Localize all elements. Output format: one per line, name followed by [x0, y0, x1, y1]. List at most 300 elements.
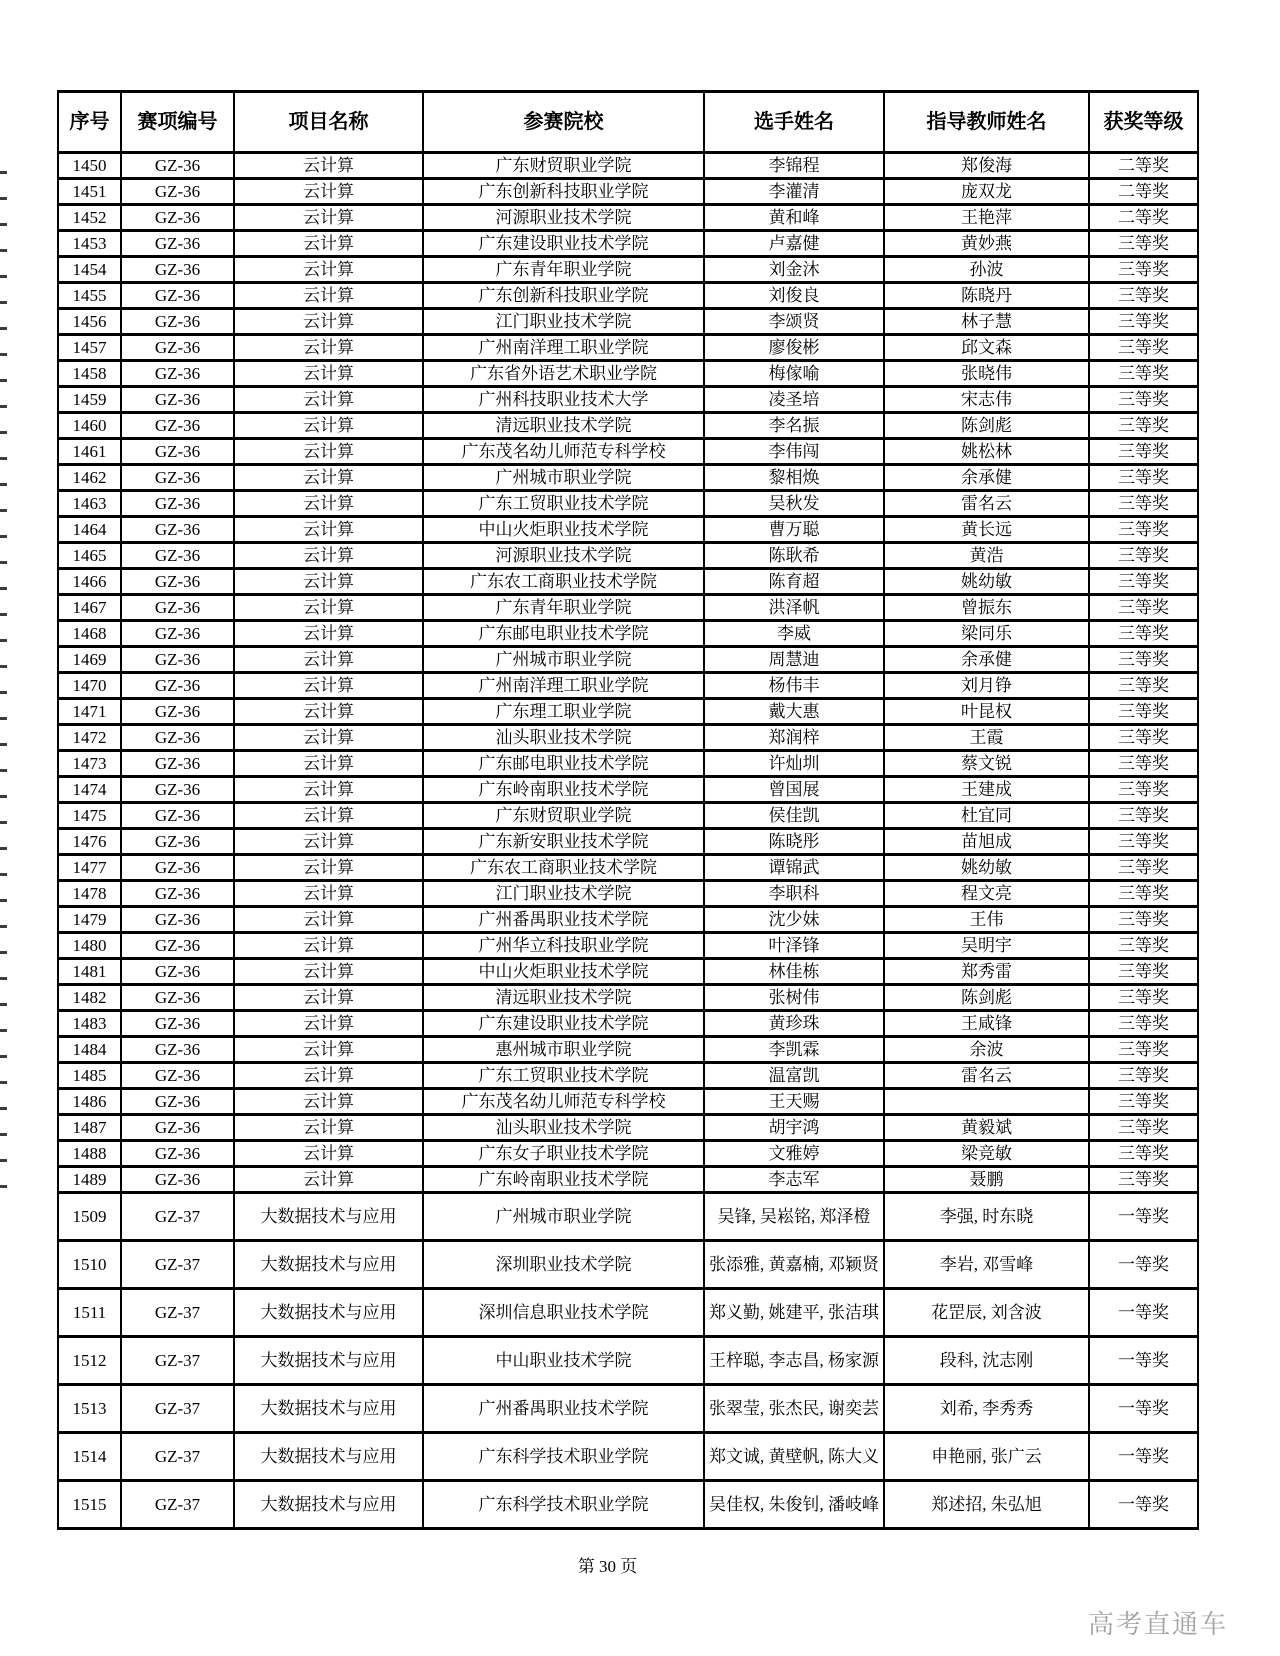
table-row [58, 1037, 1198, 1063]
cell-school: 广州番禺职业技术学院 [423, 907, 704, 933]
table-row [58, 179, 1198, 205]
cell-project-name: 云计算 [234, 309, 423, 335]
cell-serial: 1488 [58, 1141, 121, 1167]
cell-project-name: 云计算 [234, 1063, 423, 1089]
cell-project-name: 云计算 [234, 283, 423, 309]
cell-event-code: GZ-36 [121, 491, 234, 517]
cell-event-code: GZ-36 [121, 751, 234, 777]
cell-contestants: 李威 [704, 621, 884, 647]
table-row [58, 153, 1198, 179]
cell-serial: 1461 [58, 439, 121, 465]
cell-award: 三等奖 [1089, 387, 1198, 413]
cell-teachers: 郑秀雷 [884, 959, 1089, 985]
cell-teachers: 王伟 [884, 907, 1089, 933]
cell-event-code: GZ-37 [121, 1193, 234, 1241]
table-row [58, 803, 1198, 829]
cell-project-name: 云计算 [234, 725, 423, 751]
cell-school: 广东农工商职业技术学院 [423, 855, 704, 881]
cell-school: 广东理工职业学院 [423, 699, 704, 725]
cell-project-name: 云计算 [234, 907, 423, 933]
table-row [58, 907, 1198, 933]
cell-event-code: GZ-36 [121, 725, 234, 751]
cell-project-name: 云计算 [234, 673, 423, 699]
cell-school: 中山职业技术学院 [423, 1337, 704, 1385]
column-header-event-code: 赛项编号 [121, 92, 234, 153]
cell-serial: 1454 [58, 257, 121, 283]
cell-award: 三等奖 [1089, 1115, 1198, 1141]
cell-serial: 1478 [58, 881, 121, 907]
cell-teachers: 林子慧 [884, 309, 1089, 335]
cell-event-code: GZ-36 [121, 569, 234, 595]
cell-event-code: GZ-36 [121, 387, 234, 413]
cell-serial: 1467 [58, 595, 121, 621]
cell-award: 三等奖 [1089, 1037, 1198, 1063]
cell-project-name: 云计算 [234, 985, 423, 1011]
cell-award: 三等奖 [1089, 751, 1198, 777]
cell-event-code: GZ-36 [121, 777, 234, 803]
cell-award: 三等奖 [1089, 621, 1198, 647]
cell-school: 河源职业技术学院 [423, 205, 704, 231]
cell-contestants: 李职科 [704, 881, 884, 907]
cell-teachers: 王霞 [884, 725, 1089, 751]
cell-teachers: 李强, 时东晓 [884, 1193, 1089, 1241]
cell-event-code: GZ-36 [121, 1037, 234, 1063]
header-row [58, 92, 1198, 153]
cell-serial: 1510 [58, 1241, 121, 1289]
cell-event-code: GZ-36 [121, 153, 234, 179]
cell-school: 广州城市职业学院 [423, 647, 704, 673]
table-row [58, 1141, 1198, 1167]
table-row [58, 647, 1198, 673]
cell-project-name: 云计算 [234, 543, 423, 569]
cell-school: 中山火炬职业技术学院 [423, 959, 704, 985]
cell-contestants: 李伟闯 [704, 439, 884, 465]
cell-teachers: 庞双龙 [884, 179, 1089, 205]
column-header-school: 参赛院校 [423, 92, 704, 153]
cell-serial: 1457 [58, 335, 121, 361]
cell-award: 三等奖 [1089, 959, 1198, 985]
cell-project-name: 大数据技术与应用 [234, 1433, 423, 1481]
cell-contestants: 曹万聪 [704, 517, 884, 543]
cell-teachers: 陈剑彪 [884, 985, 1089, 1011]
cell-award: 三等奖 [1089, 309, 1198, 335]
cell-serial: 1452 [58, 205, 121, 231]
cell-teachers: 蔡文锐 [884, 751, 1089, 777]
cell-project-name: 云计算 [234, 387, 423, 413]
cell-teachers: 邱文森 [884, 335, 1089, 361]
cell-project-name: 云计算 [234, 1089, 423, 1115]
cell-teachers: 李岩, 邓雪峰 [884, 1241, 1089, 1289]
cell-award: 三等奖 [1089, 335, 1198, 361]
cell-award: 三等奖 [1089, 777, 1198, 803]
table-row [58, 413, 1198, 439]
cell-contestants: 陈耿希 [704, 543, 884, 569]
cell-serial: 1464 [58, 517, 121, 543]
cell-award: 三等奖 [1089, 491, 1198, 517]
table-row [58, 335, 1198, 361]
cell-contestants: 张翠莹, 张杰民, 谢奕芸 [704, 1385, 884, 1433]
cell-event-code: GZ-36 [121, 803, 234, 829]
cell-contestants: 张添雅, 黄嘉楠, 邓颖贤 [704, 1241, 884, 1289]
cell-contestants: 谭锦武 [704, 855, 884, 881]
table-row [58, 439, 1198, 465]
cell-school: 广东工贸职业技术学院 [423, 1063, 704, 1089]
cell-event-code: GZ-36 [121, 959, 234, 985]
table-row [58, 387, 1198, 413]
cell-award: 三等奖 [1089, 439, 1198, 465]
cell-teachers: 花罡辰, 刘含波 [884, 1289, 1089, 1337]
table-row [58, 1433, 1198, 1481]
cell-award: 一等奖 [1089, 1337, 1198, 1385]
cell-project-name: 大数据技术与应用 [234, 1289, 423, 1337]
cell-event-code: GZ-36 [121, 699, 234, 725]
table-row [58, 361, 1198, 387]
cell-teachers: 郑俊海 [884, 153, 1089, 179]
table-row [58, 1385, 1198, 1433]
cell-teachers: 王咸锋 [884, 1011, 1089, 1037]
cell-project-name: 云计算 [234, 803, 423, 829]
cell-award: 三等奖 [1089, 985, 1198, 1011]
cell-serial: 1473 [58, 751, 121, 777]
cell-award: 三等奖 [1089, 543, 1198, 569]
cell-school: 广东建设职业技术学院 [423, 1011, 704, 1037]
cell-school: 惠州城市职业学院 [423, 1037, 704, 1063]
cell-serial: 1466 [58, 569, 121, 595]
cell-event-code: GZ-36 [121, 439, 234, 465]
table-row [58, 1063, 1198, 1089]
cell-serial: 1469 [58, 647, 121, 673]
cell-project-name: 云计算 [234, 257, 423, 283]
cell-serial: 1475 [58, 803, 121, 829]
cell-school: 广东创新科技职业学院 [423, 283, 704, 309]
column-header-contestants: 选手姓名 [704, 92, 884, 153]
cell-project-name: 云计算 [234, 465, 423, 491]
cell-event-code: GZ-36 [121, 1089, 234, 1115]
cell-serial: 1480 [58, 933, 121, 959]
cell-project-name: 大数据技术与应用 [234, 1241, 423, 1289]
table-row [58, 231, 1198, 257]
cell-event-code: GZ-36 [121, 543, 234, 569]
cell-contestants: 李颂贤 [704, 309, 884, 335]
cell-project-name: 云计算 [234, 1037, 423, 1063]
cell-award: 三等奖 [1089, 283, 1198, 309]
cell-award: 一等奖 [1089, 1193, 1198, 1241]
cell-contestants: 侯佳凯 [704, 803, 884, 829]
cell-event-code: GZ-37 [121, 1337, 234, 1385]
cell-school: 广州南洋理工职业学院 [423, 335, 704, 361]
cell-event-code: GZ-36 [121, 205, 234, 231]
cell-project-name: 云计算 [234, 517, 423, 543]
cell-project-name: 云计算 [234, 153, 423, 179]
cell-school: 广东岭南职业技术学院 [423, 777, 704, 803]
cell-contestants: 文雅婷 [704, 1141, 884, 1167]
cell-school: 广东科学技术职业学院 [423, 1433, 704, 1481]
cell-award: 三等奖 [1089, 829, 1198, 855]
cell-school: 江门职业技术学院 [423, 881, 704, 907]
cell-contestants: 胡宇鸿 [704, 1115, 884, 1141]
cell-project-name: 大数据技术与应用 [234, 1193, 423, 1241]
cell-award: 二等奖 [1089, 205, 1198, 231]
table-row [58, 1241, 1198, 1289]
cell-serial: 1513 [58, 1385, 121, 1433]
cell-contestants: 林佳栋 [704, 959, 884, 985]
cell-school: 广州南洋理工职业学院 [423, 673, 704, 699]
cell-award: 三等奖 [1089, 673, 1198, 699]
table-row [58, 309, 1198, 335]
cell-school: 广东农工商职业技术学院 [423, 569, 704, 595]
cell-contestants: 黎相焕 [704, 465, 884, 491]
cell-event-code: GZ-36 [121, 361, 234, 387]
cell-teachers: 程文亮 [884, 881, 1089, 907]
cell-project-name: 云计算 [234, 361, 423, 387]
table-row [58, 1115, 1198, 1141]
cell-school: 广州城市职业学院 [423, 1193, 704, 1241]
cell-contestants: 王梓聪, 李志昌, 杨家源 [704, 1337, 884, 1385]
cell-award: 二等奖 [1089, 153, 1198, 179]
cell-project-name: 云计算 [234, 413, 423, 439]
cell-event-code: GZ-36 [121, 517, 234, 543]
cell-award: 二等奖 [1089, 179, 1198, 205]
cell-school: 广州科技职业技术大学 [423, 387, 704, 413]
cell-school: 广东邮电职业技术学院 [423, 621, 704, 647]
cell-award: 一等奖 [1089, 1289, 1198, 1337]
cell-school: 中山火炬职业技术学院 [423, 517, 704, 543]
cell-serial: 1459 [58, 387, 121, 413]
cell-award: 三等奖 [1089, 1089, 1198, 1115]
cell-award: 三等奖 [1089, 699, 1198, 725]
cell-contestants: 沈少妹 [704, 907, 884, 933]
cell-contestants: 卢嘉健 [704, 231, 884, 257]
cell-serial: 1465 [58, 543, 121, 569]
cell-award: 三等奖 [1089, 1167, 1198, 1193]
table-row [58, 725, 1198, 751]
cell-event-code: GZ-36 [121, 231, 234, 257]
cell-serial: 1450 [58, 153, 121, 179]
column-header-teachers: 指导教师姓名 [884, 92, 1089, 153]
cell-serial: 1484 [58, 1037, 121, 1063]
cell-serial: 1468 [58, 621, 121, 647]
table-row [58, 881, 1198, 907]
cell-teachers [884, 1089, 1089, 1115]
cell-contestants: 李锦程 [704, 153, 884, 179]
cell-serial: 1463 [58, 491, 121, 517]
cell-contestants: 温富凯 [704, 1063, 884, 1089]
cell-award: 三等奖 [1089, 907, 1198, 933]
cell-school: 广东财贸职业学院 [423, 803, 704, 829]
cell-serial: 1483 [58, 1011, 121, 1037]
table-row [58, 1089, 1198, 1115]
table-row [58, 751, 1198, 777]
cell-serial: 1458 [58, 361, 121, 387]
table-row [58, 673, 1198, 699]
cell-event-code: GZ-36 [121, 907, 234, 933]
cell-teachers: 黄毅斌 [884, 1115, 1089, 1141]
cell-contestants: 李名振 [704, 413, 884, 439]
cell-serial: 1456 [58, 309, 121, 335]
cell-serial: 1489 [58, 1167, 121, 1193]
cell-teachers: 黄长远 [884, 517, 1089, 543]
cell-serial: 1481 [58, 959, 121, 985]
cell-school: 河源职业技术学院 [423, 543, 704, 569]
cell-teachers: 陈剑彪 [884, 413, 1089, 439]
cell-school: 广东岭南职业技术学院 [423, 1167, 704, 1193]
cell-event-code: GZ-37 [121, 1433, 234, 1481]
cell-contestants: 戴大惠 [704, 699, 884, 725]
cell-teachers: 陈晓丹 [884, 283, 1089, 309]
cell-contestants: 洪泽帆 [704, 595, 884, 621]
cell-contestants: 陈晓彤 [704, 829, 884, 855]
cell-school: 广州番禺职业技术学院 [423, 1385, 704, 1433]
cell-contestants: 郑义勤, 姚建平, 张洁琪 [704, 1289, 884, 1337]
cell-award: 一等奖 [1089, 1433, 1198, 1481]
cell-event-code: GZ-36 [121, 465, 234, 491]
cell-teachers: 黄妙燕 [884, 231, 1089, 257]
cell-award: 三等奖 [1089, 413, 1198, 439]
cell-event-code: GZ-36 [121, 1167, 234, 1193]
cell-award: 三等奖 [1089, 933, 1198, 959]
cell-serial: 1514 [58, 1433, 121, 1481]
cell-event-code: GZ-36 [121, 413, 234, 439]
table-row [58, 959, 1198, 985]
cell-contestants: 王天赐 [704, 1089, 884, 1115]
cell-school: 广东青年职业学院 [423, 257, 704, 283]
cell-award: 三等奖 [1089, 1063, 1198, 1089]
cell-teachers: 余承健 [884, 647, 1089, 673]
cell-school: 深圳职业技术学院 [423, 1241, 704, 1289]
cell-school: 清远职业技术学院 [423, 413, 704, 439]
cell-serial: 1509 [58, 1193, 121, 1241]
cell-school: 广东工贸职业技术学院 [423, 491, 704, 517]
cell-contestants: 刘俊良 [704, 283, 884, 309]
cell-school: 汕头职业技术学院 [423, 1115, 704, 1141]
cell-teachers: 梁竞敏 [884, 1141, 1089, 1167]
cell-project-name: 云计算 [234, 1011, 423, 1037]
cell-serial: 1479 [58, 907, 121, 933]
cell-teachers: 黄浩 [884, 543, 1089, 569]
cell-serial: 1472 [58, 725, 121, 751]
cell-project-name: 云计算 [234, 959, 423, 985]
column-header-award: 获奖等级 [1089, 92, 1198, 153]
cell-contestants: 郑润梓 [704, 725, 884, 751]
table-row [58, 985, 1198, 1011]
table-row [58, 699, 1198, 725]
cell-event-code: GZ-36 [121, 1063, 234, 1089]
cell-award: 一等奖 [1089, 1241, 1198, 1289]
cell-project-name: 大数据技术与应用 [234, 1337, 423, 1385]
cell-serial: 1453 [58, 231, 121, 257]
cell-teachers: 余承健 [884, 465, 1089, 491]
cell-project-name: 云计算 [234, 829, 423, 855]
table-row [58, 621, 1198, 647]
cell-award: 三等奖 [1089, 647, 1198, 673]
cell-school: 广东新安职业技术学院 [423, 829, 704, 855]
cell-school: 广东财贸职业学院 [423, 153, 704, 179]
cell-event-code: GZ-37 [121, 1241, 234, 1289]
cell-project-name: 云计算 [234, 621, 423, 647]
cell-award: 三等奖 [1089, 231, 1198, 257]
cell-award: 三等奖 [1089, 1011, 1198, 1037]
cell-teachers: 刘希, 李秀秀 [884, 1385, 1089, 1433]
cell-serial: 1512 [58, 1337, 121, 1385]
cell-project-name: 云计算 [234, 1167, 423, 1193]
cell-serial: 1486 [58, 1089, 121, 1115]
cell-award: 三等奖 [1089, 855, 1198, 881]
table-row [58, 595, 1198, 621]
cell-contestants: 郑文诚, 黄壁帆, 陈大义 [704, 1433, 884, 1481]
cell-teachers: 雷名云 [884, 491, 1089, 517]
scan-artifact-ticks [0, 148, 7, 1192]
cell-school: 江门职业技术学院 [423, 309, 704, 335]
cell-serial: 1471 [58, 699, 121, 725]
cell-school: 广东建设职业技术学院 [423, 231, 704, 257]
column-header-serial: 序号 [58, 92, 121, 153]
cell-project-name: 云计算 [234, 855, 423, 881]
cell-contestants: 黄珍珠 [704, 1011, 884, 1037]
cell-award: 三等奖 [1089, 803, 1198, 829]
cell-event-code: GZ-36 [121, 309, 234, 335]
cell-award: 三等奖 [1089, 517, 1198, 543]
column-header-project-name: 项目名称 [234, 92, 423, 153]
cell-project-name: 云计算 [234, 933, 423, 959]
cell-teachers: 聂鹏 [884, 1167, 1089, 1193]
cell-project-name: 云计算 [234, 751, 423, 777]
cell-teachers: 余波 [884, 1037, 1089, 1063]
cell-contestants: 吴秋发 [704, 491, 884, 517]
cell-teachers: 吴明宇 [884, 933, 1089, 959]
cell-teachers: 苗旭成 [884, 829, 1089, 855]
cell-event-code: GZ-36 [121, 621, 234, 647]
table-row [58, 829, 1198, 855]
cell-award: 一等奖 [1089, 1385, 1198, 1433]
cell-event-code: GZ-36 [121, 881, 234, 907]
cell-contestants: 张树伟 [704, 985, 884, 1011]
cell-award: 三等奖 [1089, 257, 1198, 283]
cell-event-code: GZ-36 [121, 335, 234, 361]
cell-contestants: 杨伟丰 [704, 673, 884, 699]
cell-serial: 1485 [58, 1063, 121, 1089]
cell-event-code: GZ-36 [121, 985, 234, 1011]
table-row [58, 1289, 1198, 1337]
watermark: 高考直通车 [1087, 1610, 1228, 1639]
cell-serial: 1476 [58, 829, 121, 855]
cell-project-name: 云计算 [234, 231, 423, 257]
cell-serial: 1487 [58, 1115, 121, 1141]
cell-teachers: 王艳萍 [884, 205, 1089, 231]
cell-project-name: 云计算 [234, 881, 423, 907]
cell-contestants: 吴佳权, 朱俊钊, 潘岐峰 [704, 1481, 884, 1529]
cell-event-code: GZ-36 [121, 179, 234, 205]
cell-contestants: 李志军 [704, 1167, 884, 1193]
cell-teachers: 孙波 [884, 257, 1089, 283]
cell-teachers: 张晓伟 [884, 361, 1089, 387]
cell-school: 广州城市职业学院 [423, 465, 704, 491]
table-row [58, 1011, 1198, 1037]
cell-teachers: 申艳丽, 张广云 [884, 1433, 1089, 1481]
cell-project-name: 云计算 [234, 205, 423, 231]
table-row [58, 257, 1198, 283]
cell-contestants: 李凯霖 [704, 1037, 884, 1063]
cell-project-name: 云计算 [234, 699, 423, 725]
cell-contestants: 许灿圳 [704, 751, 884, 777]
cell-serial: 1515 [58, 1481, 121, 1529]
cell-serial: 1451 [58, 179, 121, 205]
cell-teachers: 叶昆权 [884, 699, 1089, 725]
cell-award: 三等奖 [1089, 465, 1198, 491]
table-row [58, 517, 1198, 543]
table-row [58, 1481, 1198, 1529]
table-row [58, 855, 1198, 881]
cell-school: 广东科学技术职业学院 [423, 1481, 704, 1529]
